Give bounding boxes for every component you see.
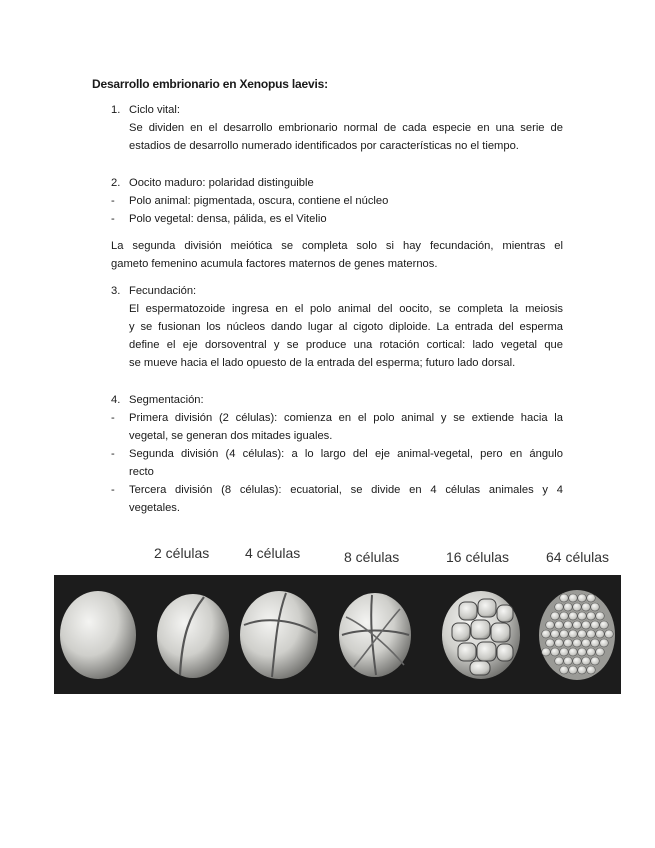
section-4-bullet-3-line-1: Tercera división (8 células): ecuatorial, se divide en 4 células animales y 4 bbox=[129, 484, 563, 496]
embryo-16-cells bbox=[442, 591, 520, 679]
embryo-cell bbox=[578, 648, 587, 656]
section-2-bullet-1: Polo animal: pigmentada, oscura, contiene el núcleo bbox=[129, 195, 389, 207]
embryo-cell bbox=[596, 630, 605, 638]
embryo-illustration bbox=[54, 575, 621, 694]
embryo-cell bbox=[569, 594, 578, 602]
embryo-2-cells bbox=[157, 594, 229, 678]
embryo-cell bbox=[564, 621, 573, 629]
embryo-cell bbox=[587, 648, 596, 656]
embryo-cell bbox=[596, 612, 605, 620]
embryo-cell bbox=[569, 666, 578, 674]
paragraph-line-2: gameto femenino acumula factores maternos de genes maternos. bbox=[111, 258, 438, 270]
embryo-cell bbox=[582, 657, 591, 665]
section-4-bullet-3-line-2: vegetales. bbox=[129, 502, 180, 514]
figure-label-64-cells: 64 células bbox=[546, 549, 610, 565]
embryo-cell bbox=[546, 621, 555, 629]
section-1-number: 1. bbox=[111, 104, 121, 116]
embryo-cell bbox=[578, 612, 587, 620]
embryo-cell bbox=[551, 612, 560, 620]
section-3-heading: Fecundación: bbox=[129, 285, 197, 297]
embryo-cell bbox=[573, 621, 582, 629]
embryo-1-cell bbox=[60, 591, 136, 679]
embryo-cell bbox=[564, 603, 573, 611]
embryo-cell bbox=[555, 639, 564, 647]
figure-label-16-cells: 16 células bbox=[446, 549, 510, 565]
embryo-cell bbox=[573, 639, 582, 647]
section-1-heading: Ciclo vital: bbox=[129, 104, 180, 116]
embryo-cell bbox=[555, 657, 564, 665]
embryo-cell bbox=[596, 648, 605, 656]
section-1-line-1: Se dividen en el desarrollo embrionario normal de cada especie en una serie de bbox=[129, 122, 563, 134]
embryo-cell bbox=[582, 603, 591, 611]
figure-label-2-cells: 2 células bbox=[154, 545, 210, 561]
embryo-cell bbox=[560, 648, 569, 656]
embryo-cell bbox=[555, 621, 564, 629]
embryo-cell bbox=[578, 666, 587, 674]
section-4-bullet-1-line-2: vegetal, se generan dos mitades iguales. bbox=[129, 430, 333, 442]
section-2-heading: Oocito maduro: polaridad distinguible bbox=[129, 177, 314, 189]
embryo-cell bbox=[587, 630, 596, 638]
embryo-cell bbox=[564, 657, 573, 665]
embryo-cell bbox=[591, 603, 600, 611]
figure-label-4-cells: 4 células bbox=[245, 545, 301, 561]
embryo-64-cells bbox=[539, 590, 615, 680]
embryo-cell bbox=[564, 639, 573, 647]
embryo-cell bbox=[591, 657, 600, 665]
bullet-dash: - bbox=[111, 213, 115, 225]
section-4-heading: Segmentación: bbox=[129, 394, 204, 406]
embryo-cell bbox=[587, 612, 596, 620]
embryo-cell bbox=[555, 603, 564, 611]
embryo-cell bbox=[578, 630, 587, 638]
section-2-number: 2. bbox=[111, 177, 121, 189]
section-2-bullet-2: Polo vegetal: densa, pálida, es el Vitelio bbox=[129, 213, 327, 225]
figure-labels bbox=[0, 545, 655, 571]
embryo-cell bbox=[600, 621, 609, 629]
section-3-line-1: El espermatozoide ingresa en el polo animal del oocito, se completa la meiosis bbox=[129, 303, 563, 315]
embryo-cell bbox=[560, 594, 569, 602]
bullet-dash: - bbox=[111, 412, 115, 424]
embryo-cell bbox=[542, 648, 551, 656]
section-1-line-2: estadios de desarrollo numerado identificados por características no el tiempo. bbox=[129, 140, 519, 152]
bullet-dash: - bbox=[111, 448, 115, 460]
section-4-bullet-1-line-1: Primera división (2 células): comienza en el polo animal y se extiende hacia la bbox=[129, 412, 563, 424]
embryo-cell bbox=[551, 630, 560, 638]
embryo-cell bbox=[591, 621, 600, 629]
document-title: Desarrollo embrionario en Xenopus laevis: bbox=[92, 77, 328, 91]
section-3-line-3: define el eje dorsoventral y se produce una rotación cortical: lado vegetal que bbox=[129, 339, 563, 351]
embryo-cell bbox=[560, 666, 569, 674]
embryo-cell bbox=[582, 621, 591, 629]
embryo-cell bbox=[560, 612, 569, 620]
embryo-cell bbox=[569, 648, 578, 656]
bullet-dash: - bbox=[111, 195, 115, 207]
embryo-cell bbox=[551, 648, 560, 656]
paragraph-line-1: La segunda división meiótica se completa solo si hay fecundación, mientras el bbox=[111, 240, 563, 252]
embryo-cell bbox=[587, 594, 596, 602]
embryo-4-cells bbox=[240, 591, 318, 679]
embryo-cell bbox=[542, 630, 551, 638]
figure-label-8-cells: 8 células bbox=[344, 549, 400, 565]
embryo-8-cells bbox=[339, 593, 411, 677]
embryo-cell bbox=[573, 657, 582, 665]
embryo-cell bbox=[560, 630, 569, 638]
embryo-cell bbox=[578, 594, 587, 602]
embryo-cell bbox=[546, 639, 555, 647]
section-3-line-2: y se fusionan los núcleos dando lugar al cigoto diploide. La entrada del esperma bbox=[129, 321, 563, 333]
section-4-number: 4. bbox=[111, 394, 121, 406]
embryo-cell bbox=[591, 639, 600, 647]
section-3-number: 3. bbox=[111, 285, 121, 297]
section-4-bullet-2-line-1: Segunda división (4 células): a lo largo del eje animal-vegetal, pero en ángulo bbox=[129, 448, 563, 460]
section-4-bullet-2-line-2: recto bbox=[129, 466, 154, 478]
embryo-photo-strip bbox=[54, 575, 621, 694]
section-3-line-4: se mueve hacia el lado opuesto de la entrada del esperma; futuro lado dorsal. bbox=[129, 357, 516, 369]
embryo-cell bbox=[582, 639, 591, 647]
embryo-cell bbox=[600, 639, 609, 647]
embryo-cell bbox=[569, 630, 578, 638]
embryo-cell bbox=[587, 666, 596, 674]
bullet-dash: - bbox=[111, 484, 115, 496]
embryo-cell bbox=[605, 630, 614, 638]
embryo-cell bbox=[569, 612, 578, 620]
embryo-cell bbox=[573, 603, 582, 611]
